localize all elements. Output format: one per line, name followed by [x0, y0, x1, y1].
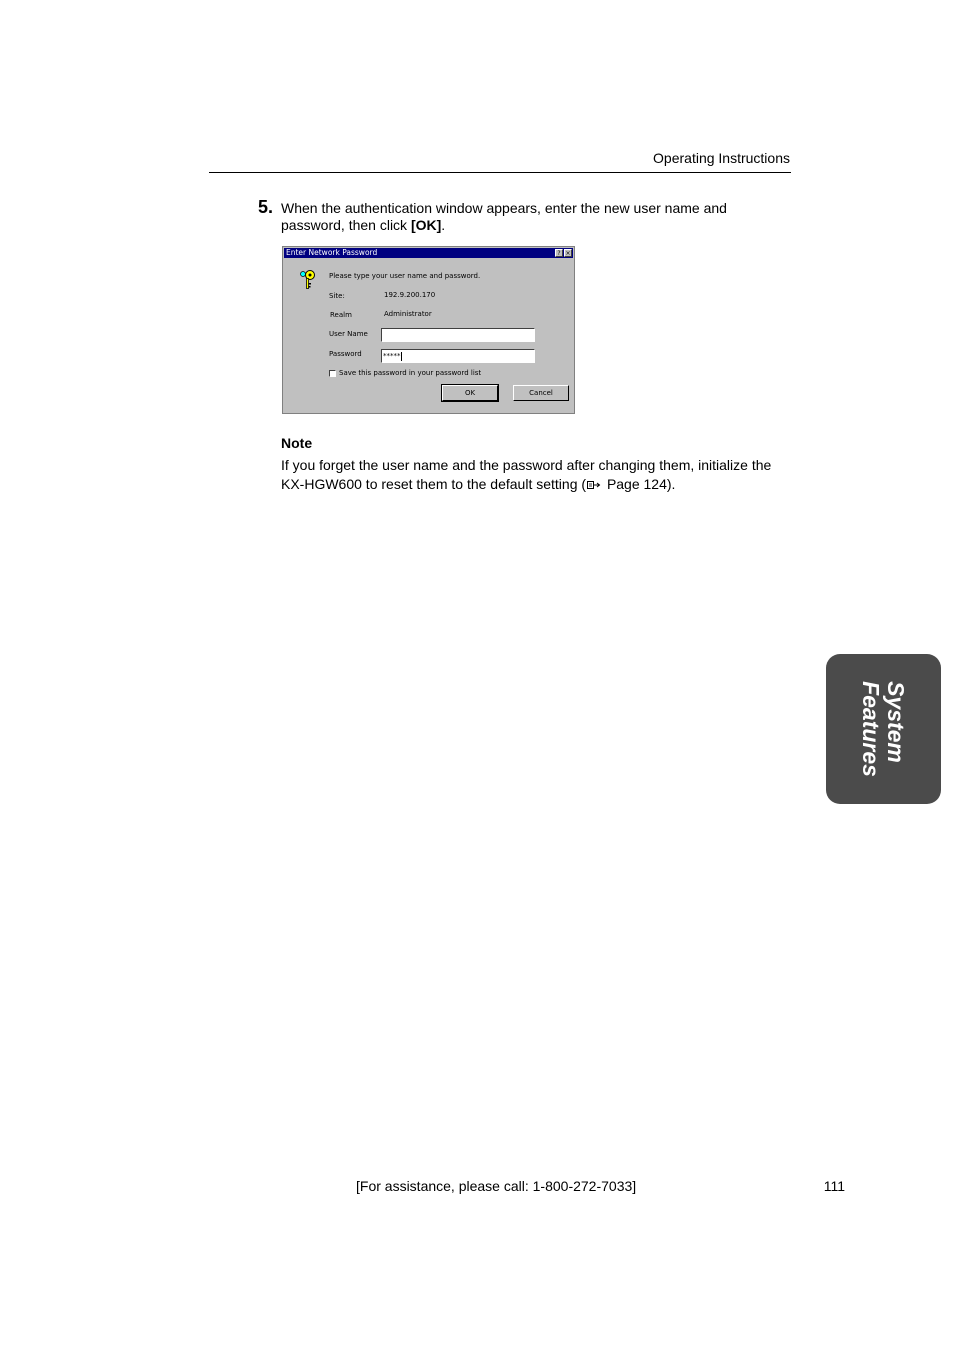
- step-instruction: [281, 200, 781, 234]
- realm-value: Administrator: [384, 310, 432, 318]
- step-number: 5.: [258, 197, 274, 217]
- running-header-title: Operating Instructions: [653, 150, 790, 166]
- note-page-ref: Page 124: [606, 476, 667, 492]
- step-text-before: When the authentication window appears, enter the new user name and password, then click: [281, 200, 727, 233]
- step-text-after: .: [441, 217, 446, 233]
- text-caret: [401, 352, 402, 361]
- save-password-checkbox[interactable]: [329, 370, 336, 377]
- note-heading: Note: [281, 435, 313, 451]
- site-value: 192.9.200.170: [384, 291, 436, 299]
- note-text-after: ).: [666, 476, 676, 492]
- password-value: *****: [383, 352, 401, 360]
- realm-label: Realm: [330, 311, 352, 319]
- username-input[interactable]: [381, 328, 535, 342]
- ok-button[interactable]: OK: [442, 385, 498, 401]
- dialog-titlebar: [284, 248, 573, 258]
- password-input[interactable]: [381, 349, 535, 363]
- step-button-ref: [OK]: [410, 217, 442, 233]
- dialog-title: Enter Network Password: [286, 248, 378, 257]
- section-tab-label: [858, 681, 908, 777]
- page-number: 111: [823, 1178, 845, 1194]
- dialog-prompt: Please type your user name and password.: [329, 272, 481, 280]
- footer-assistance: [For assistance, please call: 1-800-272-7033]: [356, 1178, 637, 1194]
- enter-network-password-dialog: [282, 246, 575, 414]
- section-tab-line1: System: [883, 681, 909, 763]
- save-password-label: Save this password in your password list: [339, 369, 482, 377]
- password-label: Password: [329, 350, 362, 358]
- note-text-before: If you forget the user name and the password after changing them, initialize the KX-HGW600 to reset them to the default setting (: [281, 457, 772, 492]
- header-divider: [209, 172, 791, 173]
- close-button[interactable]: ×: [565, 250, 571, 257]
- key-icon: [298, 269, 318, 291]
- section-tab-line2: Features: [858, 681, 884, 777]
- cancel-button[interactable]: Cancel: [513, 385, 569, 401]
- help-button[interactable]: ?: [555, 249, 563, 257]
- site-label: Site:: [329, 292, 345, 300]
- note-body: [281, 456, 791, 494]
- section-tab: [826, 654, 941, 804]
- page-reference-icon: [587, 480, 601, 490]
- username-label: User Name: [329, 330, 368, 338]
